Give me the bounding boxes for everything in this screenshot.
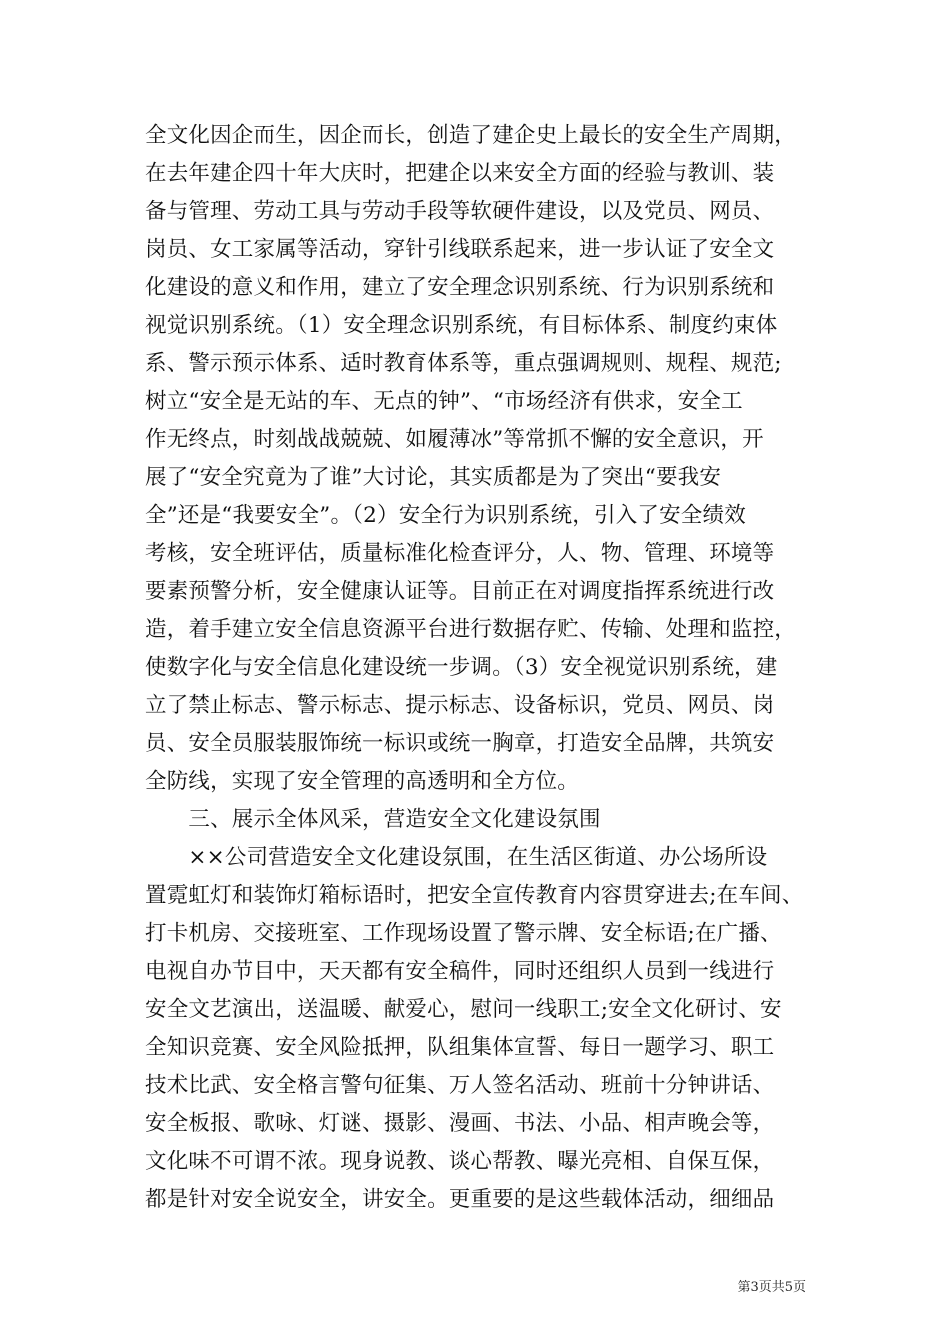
text-line: 技术比武、安全格言警句征集、万人签名活动、班前十分钟讲话、 xyxy=(145,1073,775,1098)
page-number: 第3页共5页 xyxy=(737,1280,806,1295)
text-line: ××公司营造安全文化建设氛围，在生活区街道、办公场所设 xyxy=(145,845,768,870)
text-line: 使数字化与安全信息化建设统一步调。（3）安全视觉识别系统，建 xyxy=(145,655,778,680)
text-line: 要素预警分析，安全健康认证等。目前正在对调度指挥系统进行改 xyxy=(145,579,775,604)
text-line: 全”还是“我要安全”。（2）安全行为识别系统，引入了安全绩效 xyxy=(145,503,746,528)
text-line: 立了禁止标志、警示标志、提示标志、设备标识，党员、网员、岗 xyxy=(145,693,775,718)
text-line: 系、警示预示体系、适时教育体系等，重点强调规则、规程、规范; xyxy=(145,351,782,376)
text-line: 化建设的意义和作用，建立了安全理念识别系统、行为识别系统和 xyxy=(145,275,775,300)
text-line: 造，着手建立安全信息资源平台进行数据存贮、传输、处理和监控， xyxy=(145,617,797,642)
text-line: 安全板报、歌咏、灯谜、摄影、漫画、书法、小品、相声晚会等， xyxy=(145,1111,775,1136)
text-line: 电视自办节目中，天天都有安全稿件，同时还组织人员到一线进行 xyxy=(145,959,775,984)
text-line: 置霓虹灯和装饰灯箱标语时，把安全宣传教育内容贯穿进去;在车间、 xyxy=(145,883,804,908)
text-line: 考核，安全班评估，质量标准化检查评分，人、物、管理、环境等 xyxy=(145,541,775,566)
text-line: 文化味不可谓不浓。现身说教、谈心帮教、曝光亮相、自保互保， xyxy=(145,1149,775,1174)
text-line: 树立“安全是无站的车、无点的钟”、“市场经济有供求，安全工 xyxy=(145,389,743,414)
text-line: 打卡机房、交接班室、工作现场设置了警示牌、安全标语;在广播、 xyxy=(145,921,782,946)
section-heading: 三、展示全体风采，营造安全文化建设氛围 xyxy=(145,807,601,832)
text-line: 安全文艺演出，送温暖、献爱心，慰问一线职工;安全文化研讨、安 xyxy=(145,997,782,1022)
text-line: 都是针对安全说安全，讲安全。更重要的是这些载体活动，细细品 xyxy=(145,1187,775,1212)
text-line: 作无终点，时刻战战兢兢、如履薄冰”等常抓不懈的安全意识，开 xyxy=(145,427,764,452)
text-line: 展了“安全究竟为了谁”大讨论，其实质都是为了突出“要我安 xyxy=(145,465,722,490)
text-line: 全知识竞赛、安全风险抵押，队组集体宣誓、每日一题学习、职工 xyxy=(145,1035,775,1060)
text-line: 视觉识别系统。（1）安全理念识别系统，有目标体系、制度约束体 xyxy=(145,313,778,338)
text-line: 员、安全员服装服饰统一标识或统一胸章，打造安全品牌，共筑安 xyxy=(145,731,775,756)
text-line: 全防线，实现了安全管理的高透明和全方位。 xyxy=(145,769,580,794)
text-line: 在去年建企四十年大庆时，把建企以来安全方面的经验与教训、装 xyxy=(145,161,775,186)
text-line: 全文化因企而生，因企而长，创造了建企史上最长的安全生产周期， xyxy=(145,123,797,148)
text-line: 岗员、女工家属等活动，穿针引线联系起来，进一步认证了安全文 xyxy=(145,237,775,262)
text-line: 备与管理、劳动工具与劳动手段等软硬件建设，以及党员、网员、 xyxy=(145,199,775,224)
